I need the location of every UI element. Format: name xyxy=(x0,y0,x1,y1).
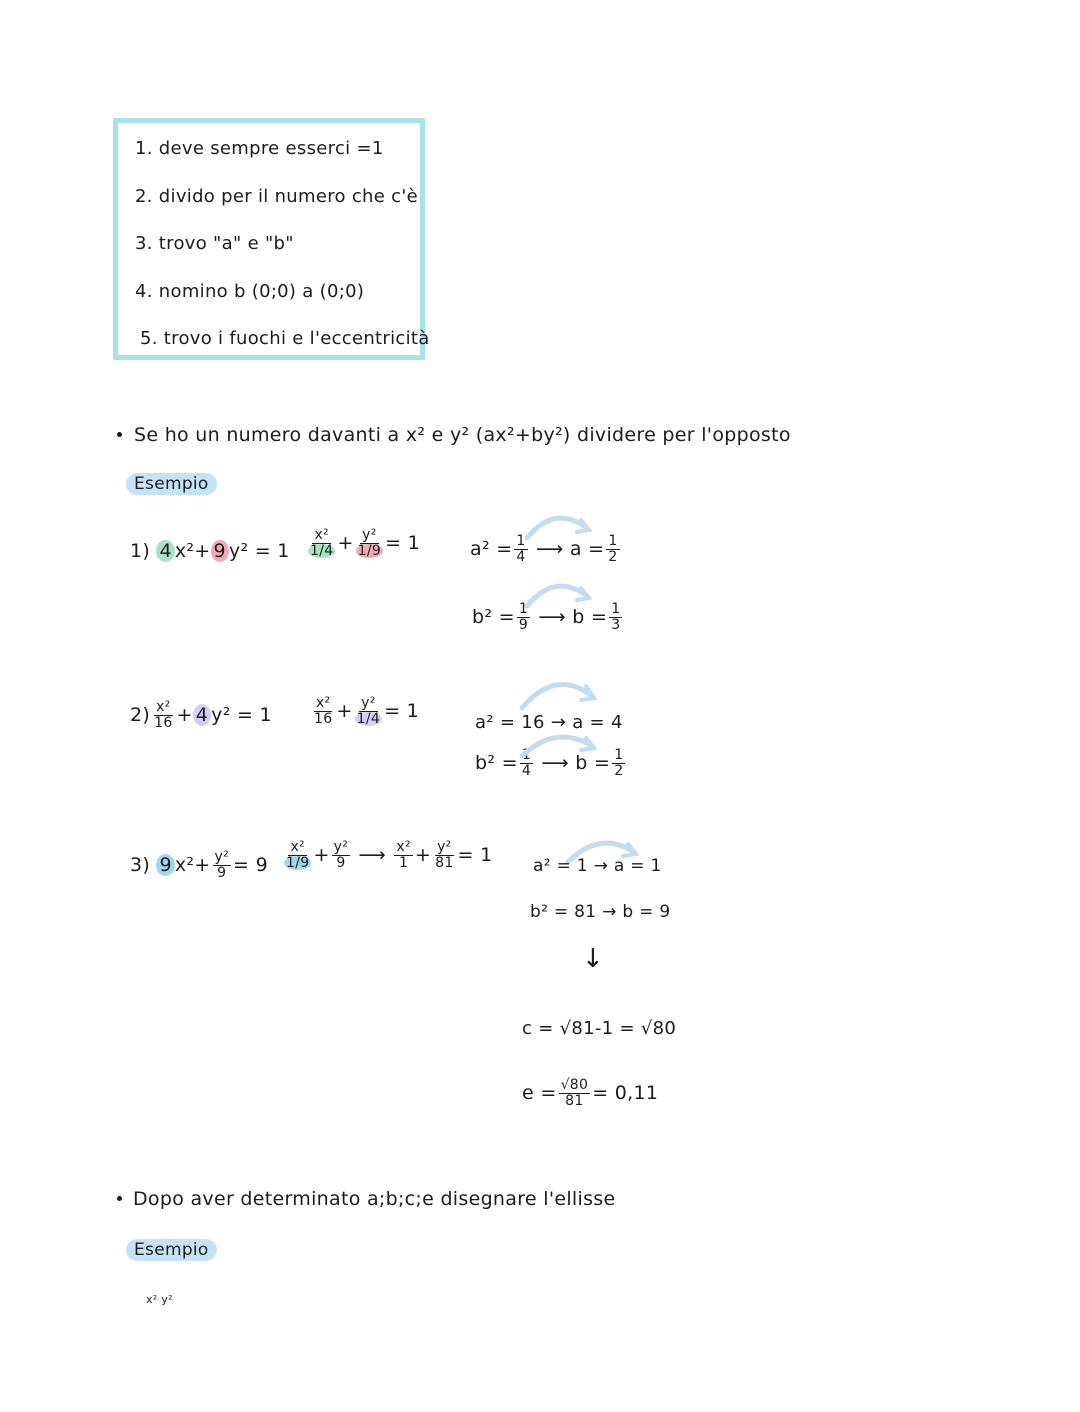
ex1-coef-x: 4 xyxy=(156,540,174,562)
ex1-label: 1) xyxy=(130,540,151,562)
example-1-equation: 1) 4 x²+ 9 y² = 1 xyxy=(130,540,290,562)
ex1-frac-y: $\frac{\text{y²}}{1/9}$ xyxy=(357,527,382,559)
ex3-e-line: e = $\frac{√80}{81}$ = 0,11 xyxy=(522,1077,659,1109)
down-arrow-icon: ↓ xyxy=(582,944,605,974)
ex2-b-line: b² = $\frac{1}{4}$ ⟶ b = $\frac{1}{2}$ xyxy=(475,747,624,779)
ex1-rhs: = 1 xyxy=(254,540,290,562)
cut-off-formula: x² y² xyxy=(146,1293,173,1306)
bullet xyxy=(117,432,122,437)
example-3-normalized: $\frac{\text{x²}}{1/9}$ + $\frac{\text{y²}}{9}$ ⟶ $\frac{\text{x²}}{1}$ + $\frac{\text{y²}}{81}$ = 1 xyxy=(286,839,493,871)
example-tag-2: Esempio xyxy=(126,1239,217,1261)
arc-arrow xyxy=(525,510,595,540)
example-1-normalized: $\frac{\text{x²}}{1/4}$ + $\frac{\text{y²}}{1/9}$ = 1 xyxy=(310,527,421,559)
example-tag: Esempio xyxy=(126,473,217,495)
ex3-a-line: a² = 1 → a = 1 xyxy=(533,856,662,876)
example-3-equation: 3) 9 x²+ $\frac{\text{y²}}{9}$ = 9 xyxy=(130,849,268,881)
step-4: 4. nomino b (0;0) a (0;0) xyxy=(135,281,365,302)
bullet xyxy=(117,1196,122,1201)
example-2-equation: 2) $\frac{\text{x²}}{16}$ + 4 y² = 1 xyxy=(130,699,272,731)
ex1-a-line: a² = $\frac{1}{4}$ ⟶ a = $\frac{1}{2}$ xyxy=(470,533,618,565)
note-draw-ellipse: Dopo aver determinato a;b;c;e disegnare l'ellisse xyxy=(133,1188,616,1210)
arc-arrow xyxy=(525,578,595,608)
ex1-frac-x: $\frac{\text{x²}}{1/4}$ xyxy=(310,527,334,559)
step-3: 3. trovo "a" e "b" xyxy=(135,233,294,254)
arc-arrow xyxy=(520,676,600,710)
example-2-normalized: $\frac{\text{x²}}{16}$ + $\frac{\text{y²}}{1/4}$ = 1 xyxy=(314,695,420,727)
ex1-b-line: b² = $\frac{1}{9}$ ⟶ b = $\frac{1}{3}$ xyxy=(472,601,621,633)
step-5: 5. trovo i fuochi e l'eccentricità xyxy=(140,328,430,349)
arc-arrow xyxy=(520,730,600,758)
step-2: 2. divido per il numero che c'è xyxy=(135,186,418,207)
step-1: 1. deve sempre esserci =1 xyxy=(135,138,384,159)
ex3-c-line: c = √81-1 = √80 xyxy=(522,1018,677,1039)
ex1-coef-y: 9 xyxy=(211,540,229,562)
ex2-a-line: a² = 16 → a = 4 xyxy=(475,712,623,733)
note-divide-opposite: Se ho un numero davanti a x² e y² (ax²+by²) dividere per l'opposto xyxy=(134,424,791,446)
ex3-b-line: b² = 81 → b = 9 xyxy=(530,902,671,922)
